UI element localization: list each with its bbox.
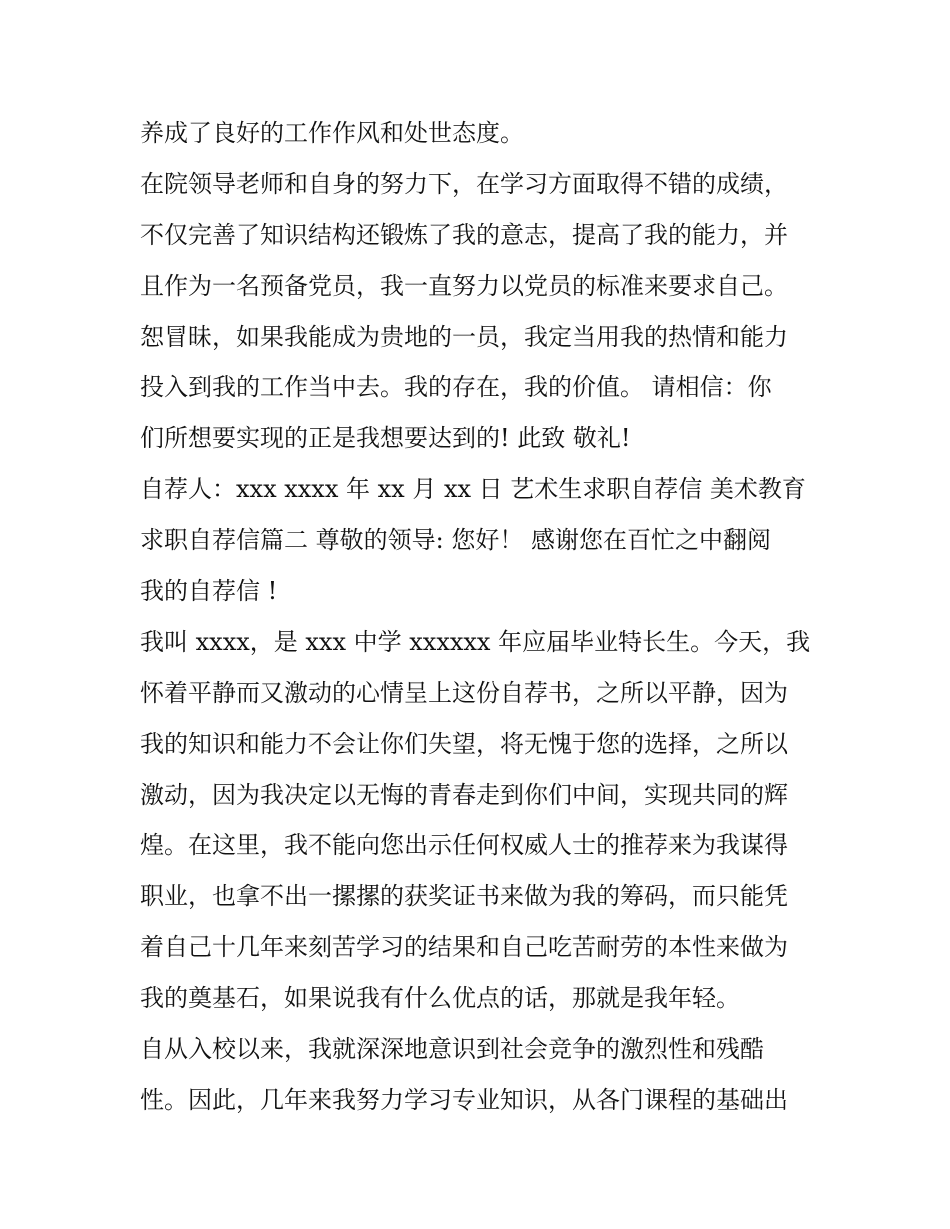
- text-line: 怀着平静而又激动的心情呈上这份自荐书，之所以平静，因为: [140, 678, 788, 707]
- text-line: 求职自荐信篇二 尊敬的领导: 您好！ 感谢您在百忙之中翻阅: [140, 526, 771, 555]
- text-line: 不仅完善了知识结构还锻炼了我的意志，提高了我的能力，并: [140, 220, 788, 249]
- text-line: 我的奠基石，如果说我有什么优点的话，那就是我年轻。: [140, 984, 740, 1013]
- text-line: 自荐人：xxx xxxx 年 xx 月 xx 日 艺术生求职自荐信 美术教育: [140, 475, 806, 504]
- text-line: 我叫 xxxx，是 xxx 中学 xxxxxx 年应届毕业特长生。今天，我: [140, 627, 811, 656]
- text-line: 煌。在这里，我不能向您出示任何权威人士的推荐来为我谋得: [140, 831, 788, 860]
- text-line: 在院领导老师和自身的努力下，在学习方面取得不错的成绩，: [140, 169, 788, 198]
- text-line: 养成了良好的工作作风和处世态度。: [140, 119, 524, 147]
- text-line: 投入到我的工作当中去。我的存在，我的价值。 请相信：你: [140, 373, 772, 402]
- text-line: 恕冒昧，如果我能成为贵地的一员，我定当用我的热情和能力: [140, 322, 788, 351]
- text-line: 我的知识和能力不会让你们失望，将无愧于您的选择，之所以: [140, 729, 788, 758]
- document-text: [140, 108, 820, 1126]
- text-line: 着自己十几年来刻苦学习的结果和自己吃苦耐劳的本性来做为: [140, 933, 788, 962]
- text-line: 自从入校以来，我就深深地意识到社会竞争的激烈性和残酷: [140, 1035, 764, 1064]
- text-line: 激动，因为我决定以无悔的青春走到你们中间，实现共同的辉: [140, 780, 788, 809]
- text-line: 我的自荐信 !: [140, 577, 278, 606]
- text-line: 职业，也拿不出一摞摞的获奖证书来做为我的筹码，而只能凭: [140, 882, 788, 911]
- text-line: 且作为一名预备党员，我一直努力以党员的标准来要求自己。: [140, 271, 788, 300]
- text-line: 性。因此，几年来我努力学习专业知识，从各门课程的基础出: [140, 1085, 788, 1114]
- text-line: 们所想要实现的正是我想要达到的! 此致 敬礼!: [140, 424, 631, 453]
